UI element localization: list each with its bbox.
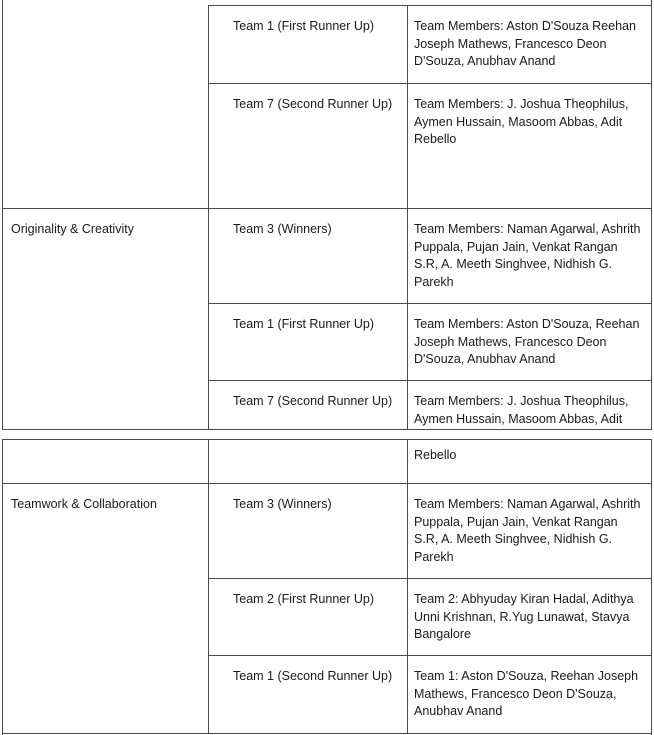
table-row [3,5,651,83]
category-cell [3,380,208,430]
members-cell: Rebello [407,440,651,483]
team-cell: Team 3 (Winners) [208,208,407,303]
category-cell: Teamwork & Collaboration [11,497,157,511]
category-cell [3,655,208,733]
category-cell [3,578,208,655]
members-cell: Team Members: J. Joshua Theophilus, Aymen Hussain, Masoom Abbas, Adit Rebello [407,83,651,208]
table-row [3,208,651,303]
category-cell: Originality & Creativity [11,222,134,236]
category-cell [3,83,208,208]
table-row [3,578,651,655]
team-cell: Team 1 (First Runner Up) [208,303,407,380]
category-cell [3,303,208,380]
members-cell: Team Members: Aston D'Souza, Reehan Joseph Mathews, Francesco Deon D'Souza, Anubhav Anand [407,303,651,380]
category-cell [3,5,208,83]
team-cell: Team 3 (Winners) [208,483,407,578]
members-cell: Team Members: J. Joshua Theophilus, Aymen Hussain, Masoom Abbas, Adit [407,380,651,430]
row-divider [3,733,651,734]
members-cell: Team Members: Naman Agarwal, Ashrith Puppala, Pujan Jain, Venkat Rangan S.R, A. Meeth Singhvee, Nidhish G. Parekh [407,483,651,578]
members-cell: Team 2: Abhyuday Kiran Hadal, Adithya Unni Krishnan, R.Yug Lunawat, Stavya Bangalore [407,578,651,655]
team-cell: Team 7 (Second Runner Up) [208,380,407,430]
team-cell: Team 1 (Second Runner Up) [208,655,407,733]
team-cell: Team 1 (First Runner Up) [208,5,407,83]
members-cell: Team Members: Aston D'Souza Reehan Joseph Mathews, Francesco Deon D'Souza, Anubhav Anand [407,5,651,83]
members-cell: Team Members: Naman Agarwal, Ashrith Puppala, Pujan Jain, Venkat Rangan S.R, A. Meeth Singhvee, Nidhish G. Parekh [407,208,651,303]
awards-table-part-2 [2,439,652,735]
table-row [3,483,651,578]
table-row [3,83,651,208]
team-cell [208,440,407,483]
team-cell: Team 7 (Second Runner Up) [208,83,407,208]
table-row [3,655,651,733]
category-cell [3,440,208,483]
team-cell: Team 2 (First Runner Up) [208,578,407,655]
table-row [3,303,651,380]
table-row [3,440,651,483]
members-cell: Team 1: Aston D'Souza, Reehan Joseph Mathews, Francesco Deon D'Souza, Anubhav Anand [407,655,651,733]
awards-table-part-1 [2,0,652,430]
table-row [3,380,651,430]
